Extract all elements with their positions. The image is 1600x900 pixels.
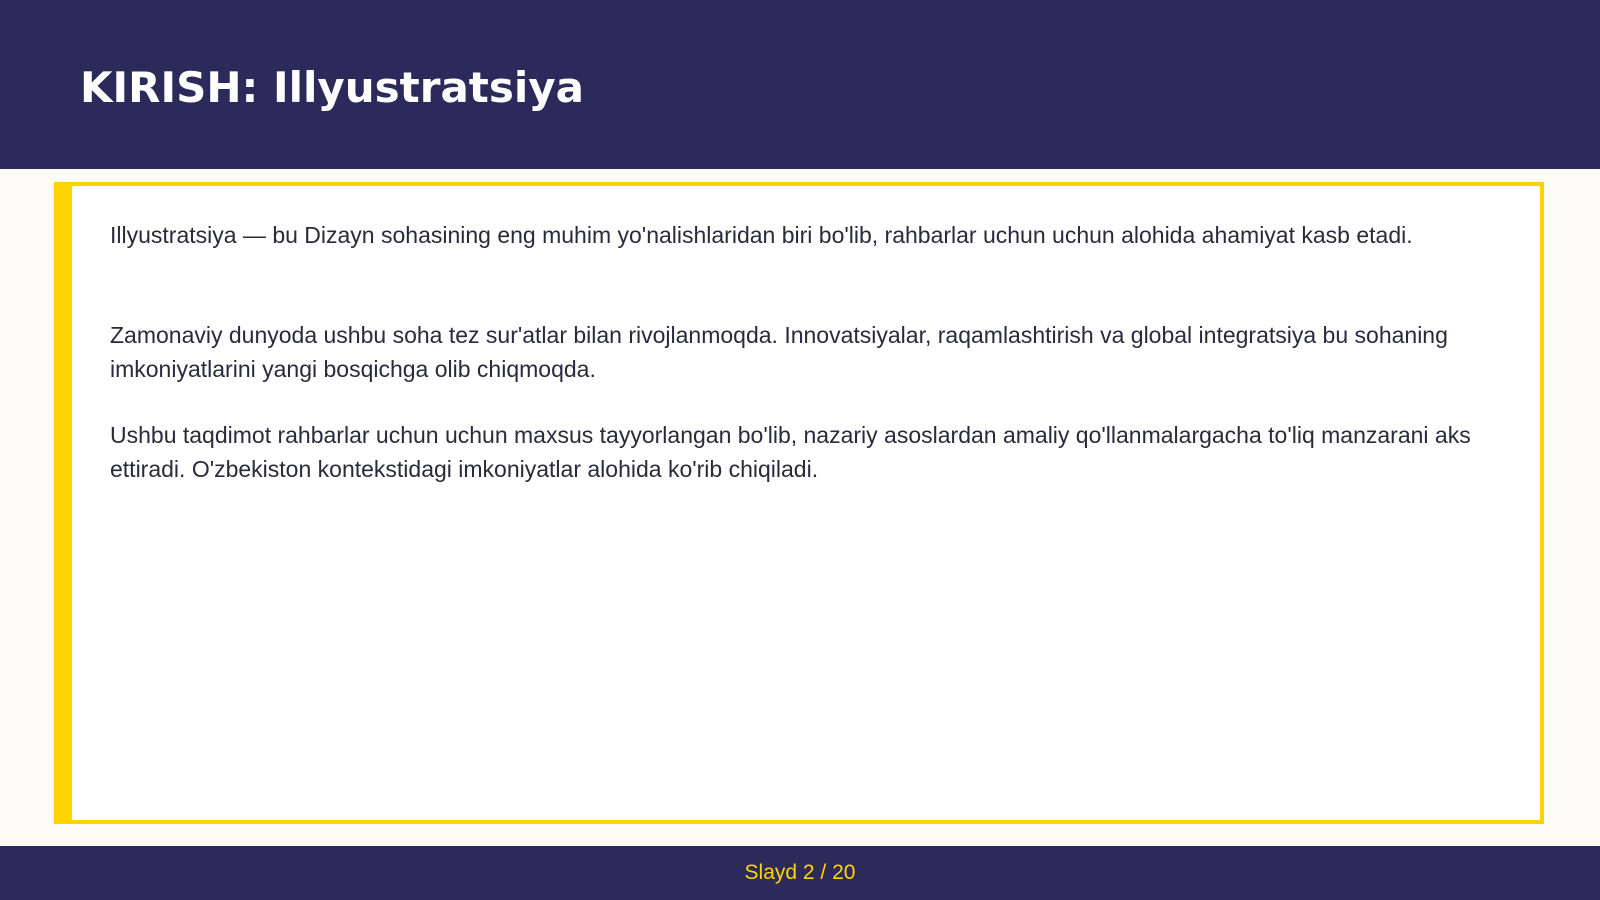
intro-paragraph-1: Illyustratsiya — bu Dizayn sohasining eng muhim yo'nalishlaridan biri bo'lib, rahbarlar uchun uchun alohida ahamiyat kasb etadi. — [110, 222, 1413, 248]
intro-paragraph-3: Ushbu taqdimot rahbarlar uchun uchun maxsus tayyorlangan bo'lib, nazariy asoslardan amaliy qo'llanmalargacha to'liq manzarani aks ettiradi. O'zbekiston kontekstidagi imkoniyatlar alohida ko'rib chiqiladi. — [110, 422, 1471, 482]
content-card — [54, 182, 1544, 824]
slide-counter: Slayd 2 / 20 — [744, 861, 856, 884]
slide-footer — [0, 846, 1600, 900]
intro-paragraph-2: Zamonaviy dunyoda ushbu soha tez sur'atlar bilan rivojlanmoqda. Innovatsiyalar, raqamlashtirish va global integratsiya bu sohaning imkoniyatlarini yangi bosqichga olib chiqmoqda. — [110, 322, 1448, 382]
slide-header — [0, 0, 1600, 169]
slide-title: KIRISH: Illyustratsiya — [80, 63, 584, 112]
